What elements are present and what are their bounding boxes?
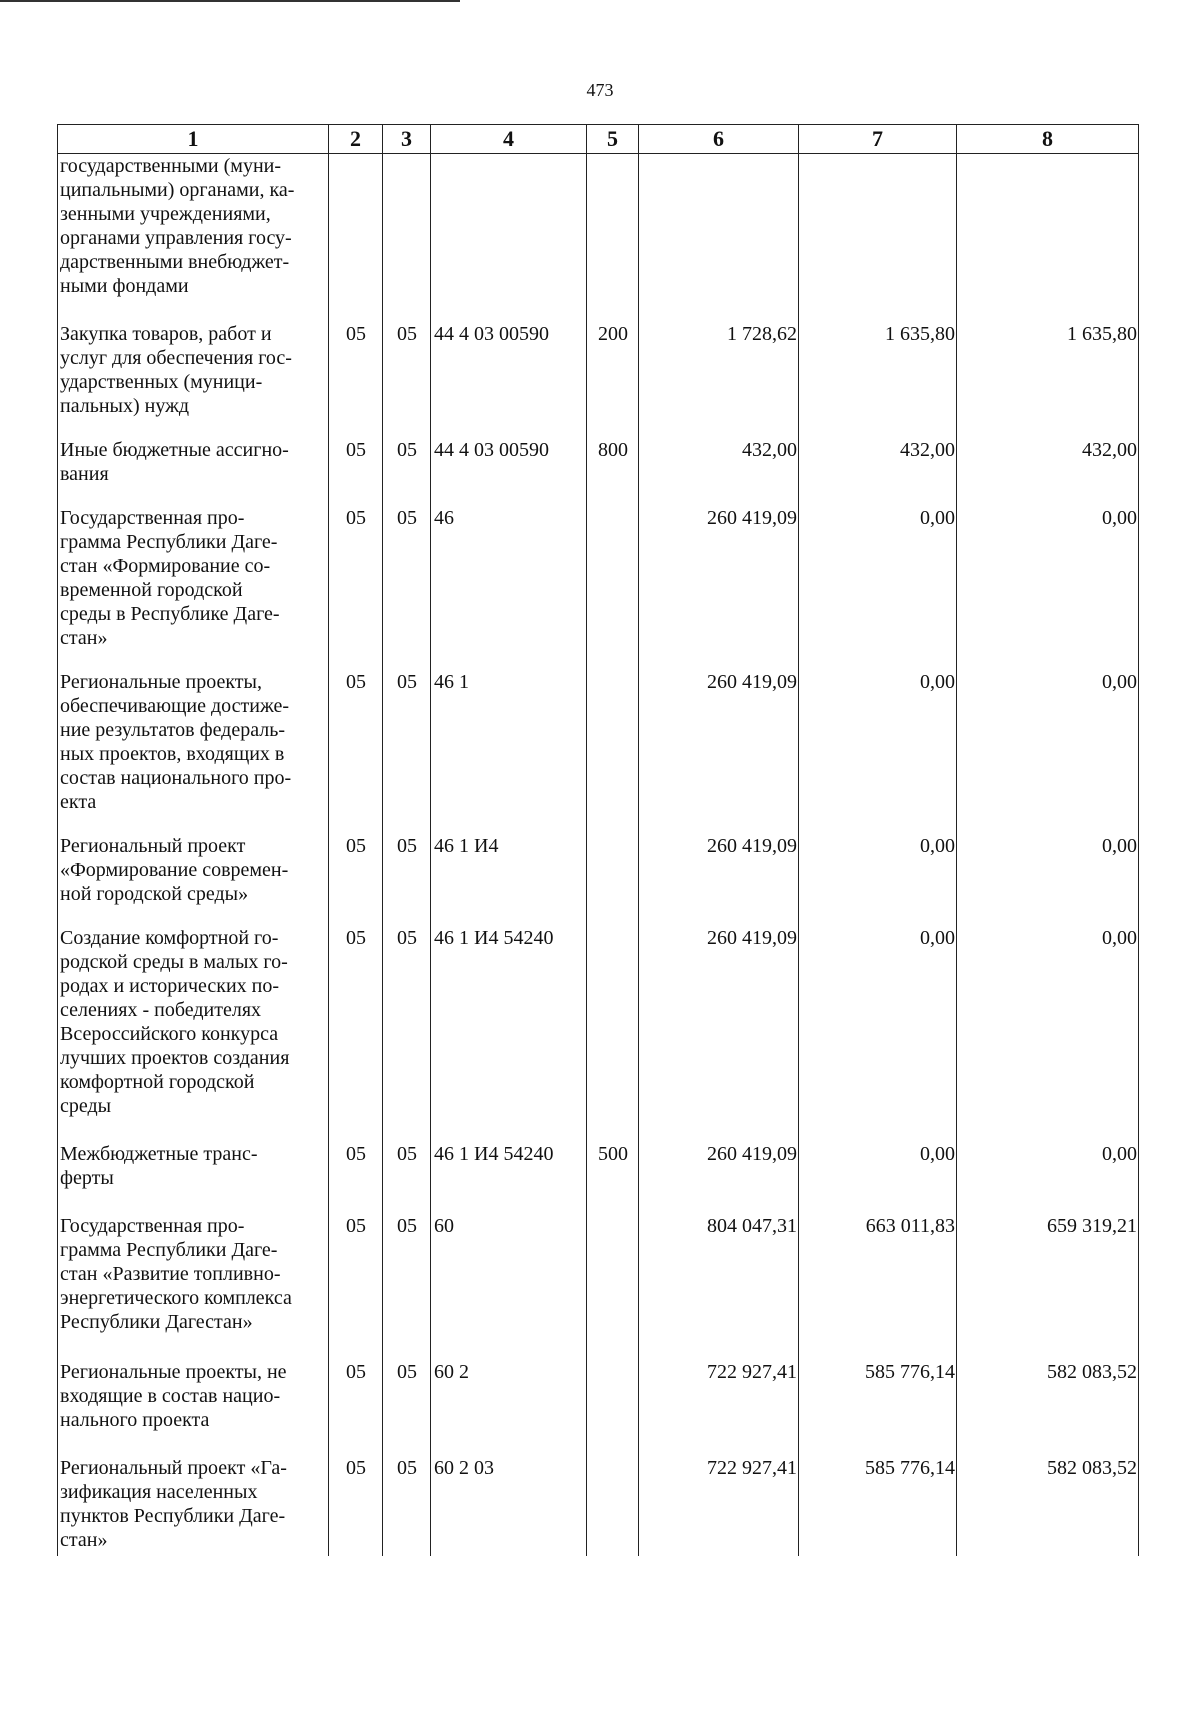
amount-col8-cell: 0,00	[957, 926, 1139, 1142]
target-article-cell: 46 1	[431, 670, 587, 834]
column-header-8: 8	[957, 125, 1139, 154]
subsection-code-cell: 05	[383, 438, 431, 506]
row-name-cell: Закупка товаров, работ и услуг для обеспечения гос- ударственных (муници- пальных) нужд	[58, 322, 329, 438]
top-rule	[0, 0, 460, 2]
subsection-code-cell: 05	[383, 834, 431, 926]
amount-col7-cell: 0,00	[799, 926, 957, 1142]
expense-type-cell	[587, 834, 639, 926]
table-row	[58, 506, 1139, 670]
row-name-cell: государственными (муни- ципальными) органами, ка- зенными учреждениями, органами управления госу- дарственными внебюджет- ными фондами	[58, 154, 329, 322]
amount-col7-cell	[799, 154, 957, 322]
table-row	[58, 1456, 1139, 1556]
amount-col8-cell: 1 635,80	[957, 322, 1139, 438]
target-article-cell: 46 1 И4	[431, 834, 587, 926]
section-code-cell	[329, 154, 383, 322]
target-article-cell: 44 4 03 00590	[431, 322, 587, 438]
target-article-cell: 46	[431, 506, 587, 670]
column-header-5: 5	[587, 125, 639, 154]
amount-col7-cell: 0,00	[799, 834, 957, 926]
target-article-cell: 60 2	[431, 1360, 587, 1456]
amount-col6-cell: 432,00	[639, 438, 799, 506]
amount-col7-cell: 585 776,14	[799, 1360, 957, 1456]
table-header	[58, 125, 1139, 154]
amount-col7-cell: 0,00	[799, 670, 957, 834]
table-row	[58, 438, 1139, 506]
amount-col8-cell: 0,00	[957, 670, 1139, 834]
row-name-cell: Межбюджетные транс- ферты	[58, 1142, 329, 1214]
subsection-code-cell: 05	[383, 1456, 431, 1556]
section-code-cell: 05	[329, 1214, 383, 1360]
target-article-cell: 46 1 И4 54240	[431, 926, 587, 1142]
target-article-cell: 44 4 03 00590	[431, 438, 587, 506]
amount-col7-cell: 663 011,83	[799, 1214, 957, 1360]
section-code-cell: 05	[329, 670, 383, 834]
amount-col7-cell: 0,00	[799, 1142, 957, 1214]
amount-col6-cell: 1 728,62	[639, 322, 799, 438]
amount-col7-cell: 0,00	[799, 506, 957, 670]
column-header-3: 3	[383, 125, 431, 154]
subsection-code-cell	[383, 154, 431, 322]
expense-type-cell	[587, 154, 639, 322]
amount-col8-cell: 0,00	[957, 506, 1139, 670]
subsection-code-cell: 05	[383, 506, 431, 670]
amount-col8-cell: 659 319,21	[957, 1214, 1139, 1360]
column-header-7: 7	[799, 125, 957, 154]
row-name-cell: Региональные проекты, не входящие в состав нацио- нального проекта	[58, 1360, 329, 1456]
expense-type-cell	[587, 670, 639, 834]
row-name-cell: Региональные проекты, обеспечивающие достиже- ние результатов федераль- ных проектов, входящих в состав национального про- екта	[58, 670, 329, 834]
amount-col6-cell: 260 419,09	[639, 926, 799, 1142]
table-row	[58, 154, 1139, 322]
amount-col8-cell: 0,00	[957, 834, 1139, 926]
amount-col6-cell: 804 047,31	[639, 1214, 799, 1360]
row-name-cell: Создание комфортной го- родской среды в малых го- родах и исторических по- селениях - победителях Всероссийского конкурса лучших проектов создания комфортной городской среды	[58, 926, 329, 1142]
amount-col7-cell: 1 635,80	[799, 322, 957, 438]
subsection-code-cell: 05	[383, 670, 431, 834]
section-code-cell: 05	[329, 506, 383, 670]
subsection-code-cell: 05	[383, 322, 431, 438]
expense-type-cell	[587, 1456, 639, 1556]
amount-col6-cell: 722 927,41	[639, 1456, 799, 1556]
table-row	[58, 322, 1139, 438]
expense-type-cell	[587, 506, 639, 670]
amount-col6-cell: 260 419,09	[639, 670, 799, 834]
amount-col6-cell: 722 927,41	[639, 1360, 799, 1456]
section-code-cell: 05	[329, 438, 383, 506]
table-row	[58, 670, 1139, 834]
amount-col8-cell: 0,00	[957, 1142, 1139, 1214]
amount-col8-cell	[957, 154, 1139, 322]
row-name-cell: Государственная про- грамма Республики Даге- стан «Развитие топливно- энергетического комплекса Республики Дагестан»	[58, 1214, 329, 1360]
section-code-cell: 05	[329, 926, 383, 1142]
row-name-cell: Региональный проект «Га- зификация населенных пунктов Республики Даге- стан»	[58, 1456, 329, 1556]
column-header-4: 4	[431, 125, 587, 154]
section-code-cell: 05	[329, 1456, 383, 1556]
table-row	[58, 1142, 1139, 1214]
subsection-code-cell: 05	[383, 926, 431, 1142]
section-code-cell: 05	[329, 322, 383, 438]
amount-col6-cell	[639, 154, 799, 322]
subsection-code-cell: 05	[383, 1214, 431, 1360]
subsection-code-cell: 05	[383, 1142, 431, 1214]
expense-type-cell: 200	[587, 322, 639, 438]
amount-col8-cell: 582 083,52	[957, 1456, 1139, 1556]
target-article-cell: 60	[431, 1214, 587, 1360]
amount-col6-cell: 260 419,09	[639, 1142, 799, 1214]
row-name-cell: Государственная про- грамма Республики Даге- стан «Формирование со- временной городской среды в Республике Даге- стан»	[58, 506, 329, 670]
amount-col7-cell: 432,00	[799, 438, 957, 506]
section-code-cell: 05	[329, 1360, 383, 1456]
expense-type-cell: 800	[587, 438, 639, 506]
table-row	[58, 1214, 1139, 1360]
budget-table	[57, 124, 1139, 1556]
column-header-2: 2	[329, 125, 383, 154]
amount-col8-cell: 432,00	[957, 438, 1139, 506]
section-code-cell: 05	[329, 834, 383, 926]
subsection-code-cell: 05	[383, 1360, 431, 1456]
amount-col6-cell: 260 419,09	[639, 834, 799, 926]
page-number: 473	[586, 80, 614, 100]
target-article-cell: 46 1 И4 54240	[431, 1142, 587, 1214]
expense-type-cell	[587, 926, 639, 1142]
table-row	[58, 834, 1139, 926]
target-article-cell: 60 2 03	[431, 1456, 587, 1556]
row-name-cell: Региональный проект «Формирование современ- ной городской среды»	[58, 834, 329, 926]
table-body	[58, 154, 1139, 1556]
target-article-cell	[431, 154, 587, 322]
expense-type-cell	[587, 1360, 639, 1456]
table-row	[58, 1360, 1139, 1456]
column-header-6: 6	[639, 125, 799, 154]
expense-type-cell	[587, 1214, 639, 1360]
amount-col8-cell: 582 083,52	[957, 1360, 1139, 1456]
amount-col6-cell: 260 419,09	[639, 506, 799, 670]
table-row	[58, 926, 1139, 1142]
row-name-cell: Иные бюджетные ассигно- вания	[58, 438, 329, 506]
amount-col7-cell: 585 776,14	[799, 1456, 957, 1556]
expense-type-cell: 500	[587, 1142, 639, 1214]
column-header-1: 1	[58, 125, 329, 154]
section-code-cell: 05	[329, 1142, 383, 1214]
